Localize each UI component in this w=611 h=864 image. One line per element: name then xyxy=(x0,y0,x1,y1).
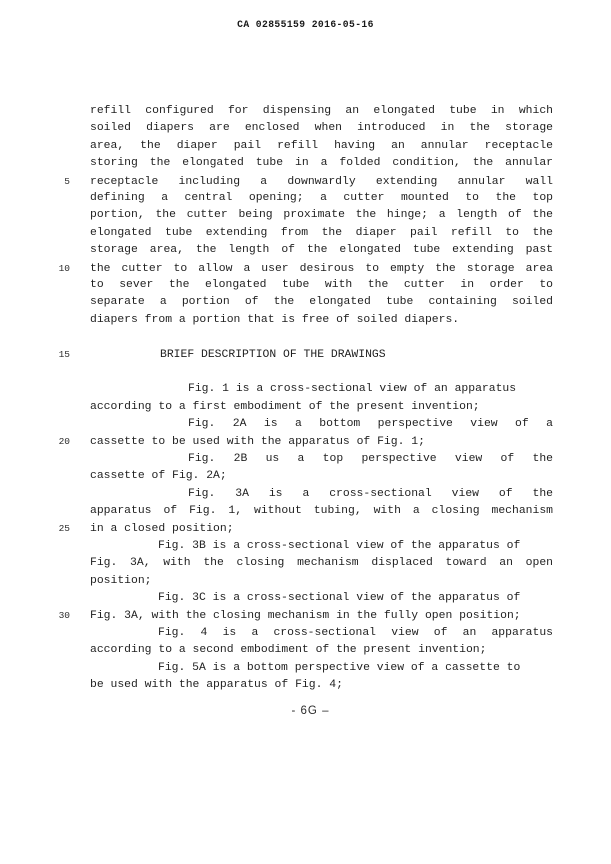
text-line xyxy=(30,155,570,172)
line-text: be used with the apparatus of Fig. 4; xyxy=(90,678,343,691)
line-text: Fig. 3A, with the closing mechanism in the fully open position; xyxy=(90,610,521,623)
text-line xyxy=(30,120,570,137)
line-text: the cutter to allow a user desirous to empty the storage area xyxy=(90,262,553,275)
line-text: Fig. 3C is a cross-sectional view of the apparatus of xyxy=(158,591,521,604)
section-heading-text: BRIEF DESCRIPTION OF THE DRAWINGS xyxy=(160,349,386,362)
line-text: apparatus of Fig. 1, without tubing, with a closing mechanism xyxy=(90,504,553,517)
line-text: Fig. 3B is a cross-sectional view of the apparatus of xyxy=(158,539,521,552)
margin-line-number: 10 xyxy=(58,262,70,274)
line-text: area, the diaper pail refill having an annular receptacle xyxy=(90,139,553,152)
text-line xyxy=(30,625,570,642)
line-text: Fig. 2B us a top perspective view of the xyxy=(188,452,553,465)
line-text: Fig. 4 is a cross-sectional view of an apparatus xyxy=(158,626,553,639)
line-text: cassette of Fig. 2A; xyxy=(90,470,227,483)
text-line xyxy=(30,433,570,450)
text-line xyxy=(30,660,570,677)
line-text: portion, the cutter being proximate the hinge; a length of the xyxy=(90,209,553,222)
text-line xyxy=(30,103,570,120)
margin-line-number: 15 xyxy=(58,349,70,361)
line-text: Fig. 3A is a cross-sectional view of the xyxy=(188,487,553,500)
margin-line-number: 5 xyxy=(64,175,70,187)
text-line xyxy=(30,538,570,555)
line-text: refill configured for dispensing an elongated tube in which xyxy=(90,105,553,117)
line-text: cassette to be used with the apparatus of Fig. 1; xyxy=(90,436,425,449)
text-line xyxy=(30,677,570,694)
line-text: elongated tube extending from the diaper pail refill to the xyxy=(90,226,553,239)
line-text: position; xyxy=(90,574,152,587)
line-text: storing the elongated tube in a folded condition, the annular xyxy=(90,157,553,170)
line-text: according to a first embodiment of the present invention; xyxy=(90,400,480,413)
section-heading-line xyxy=(30,346,570,363)
text-line xyxy=(30,364,570,381)
line-text: in a closed position; xyxy=(90,523,234,536)
text-line xyxy=(30,329,570,346)
text-line xyxy=(30,399,570,416)
text-line xyxy=(30,573,570,590)
text-line xyxy=(30,381,570,398)
text-line xyxy=(30,312,570,329)
line-text: storage area, the length of the elongated tube extending past xyxy=(90,244,553,257)
line-text: soiled diapers are enclosed when introduced in the storage xyxy=(90,122,553,135)
text-line xyxy=(30,225,570,242)
text-line xyxy=(30,520,570,537)
page-number: - 6G – xyxy=(291,705,330,717)
text-line xyxy=(30,642,570,659)
text-line xyxy=(30,590,570,607)
margin-line-number: 30 xyxy=(58,610,70,622)
text-line xyxy=(30,207,570,224)
text-line xyxy=(30,503,570,520)
line-text: to sever the elongated tube with the cutter in order to xyxy=(90,278,553,291)
text-line xyxy=(30,138,570,155)
line-text: Fig. 2A is a bottom perspective view of a xyxy=(188,418,553,431)
text-line xyxy=(30,294,570,311)
text-line xyxy=(30,451,570,468)
line-text: according to a second embodiment of the present invention; xyxy=(90,644,487,657)
text-line xyxy=(30,607,570,624)
line-text: Fig. 3A, with the closing mechanism displaced toward an open xyxy=(90,557,553,570)
text-line xyxy=(30,486,570,503)
document-body xyxy=(30,103,570,694)
line-text: diapers from a portion that is free of soiled diapers. xyxy=(90,313,460,326)
document-id-header: CA 02855159 2016-05-16 xyxy=(237,19,374,30)
text-line xyxy=(30,173,570,190)
text-line xyxy=(30,416,570,433)
line-text: defining a central opening; a cutter mounted to the top xyxy=(90,191,553,204)
text-line xyxy=(30,468,570,485)
margin-line-number: 25 xyxy=(58,523,70,535)
text-line xyxy=(30,190,570,207)
line-text: receptacle including a downwardly extending annular wall xyxy=(90,175,553,188)
line-text: Fig. 1 is a cross-sectional view of an apparatus xyxy=(188,383,517,396)
line-text: Fig. 5A is a bottom perspective view of a cassette to xyxy=(158,661,521,674)
line-text: separate a portion of the elongated tube containing soiled xyxy=(90,296,553,309)
margin-line-number: 20 xyxy=(58,436,70,448)
text-line xyxy=(30,260,570,277)
text-line xyxy=(30,277,570,294)
text-line xyxy=(30,555,570,572)
text-line xyxy=(30,242,570,259)
